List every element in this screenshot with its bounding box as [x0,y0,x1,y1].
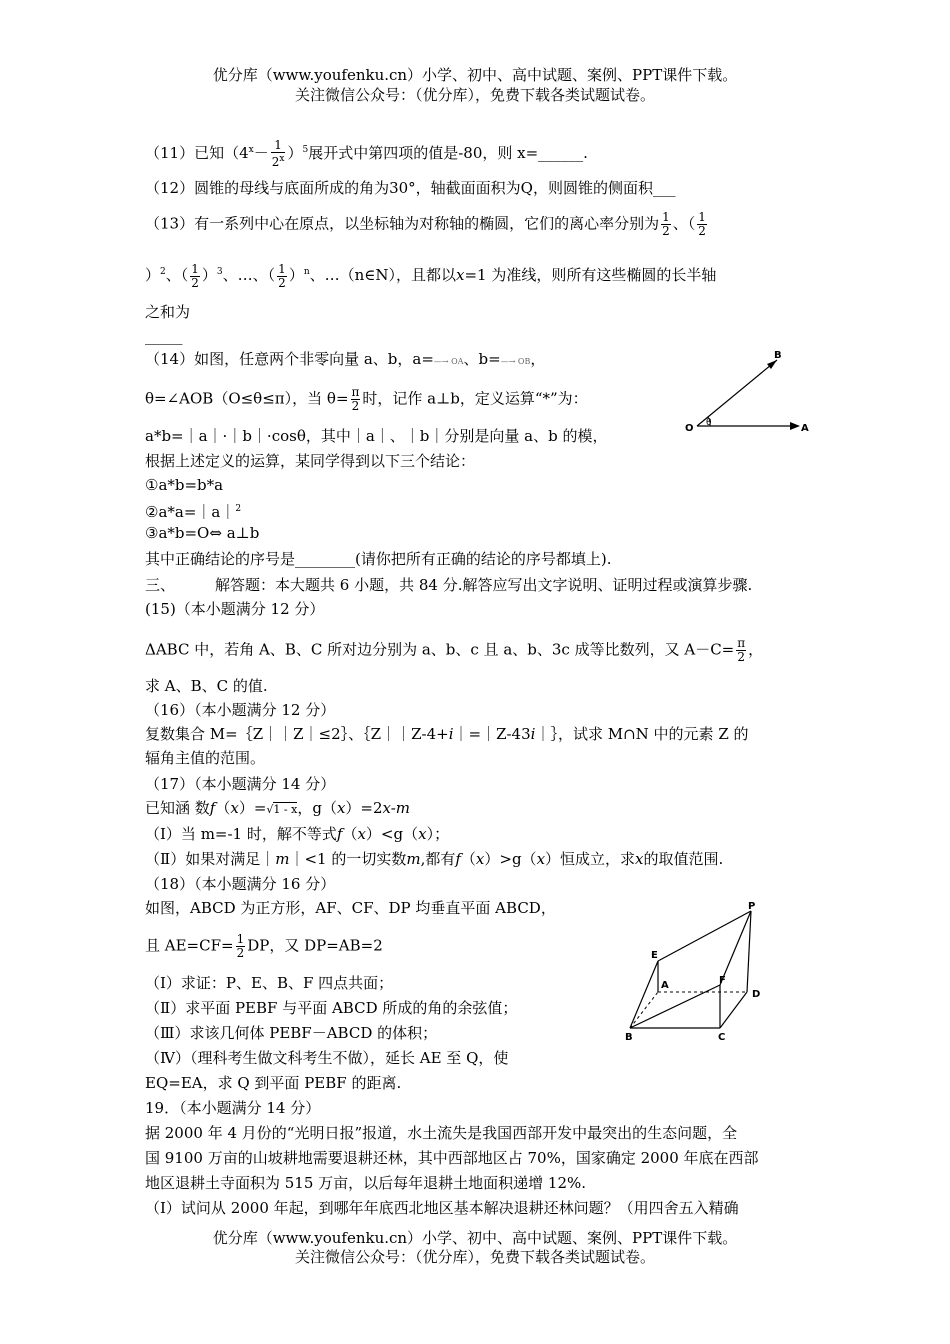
page-header-line2: 关注微信公众号：（优分库），免费下载各类试题试卷。 [294,86,655,104]
label-b: B [625,1032,633,1043]
label-f: F [719,975,726,986]
question-13-line3: 之和为 [145,303,191,321]
arrowhead-a [790,422,800,430]
vector-ob: —→ OB [500,357,531,366]
page-footer-line2: 关注微信公众号：（优分库），免费下载各类试题试卷。 [294,1248,655,1266]
question-13-line1: （13）有一系列中心在原点，以坐标轴为对称轴的椭圆，它们的离心率分别为 $\frac{1}{2}$ 、（ $\frac{1}{2}$ [145,210,706,238]
question-14-line5: 其中正确结论的序号是________(请你把所有正确的结论的序号都填上). [145,550,612,568]
question-18-line2: 且 AE=CF= $\frac{1}{2}$ DP，又 DP=AB=2 [145,932,383,960]
answer-blank: ________ [295,550,356,568]
label-a: A [661,980,669,991]
question-17-line1: 已知涵 数f（x）=√1 - x，g（x）=2x-m [145,799,411,817]
question-18-title: （18）（本小题满分 16 分） [145,875,336,893]
question-16-line2: 辐角主值的范围。 [145,749,266,767]
question-18-part-iv-cont: EQ=EA，求 Q 到平面 PEBF 的距离. [145,1074,402,1092]
polyhedron-figure [615,898,775,1046]
label-p: P [748,901,756,912]
question-12: （12）圆锥的母线与底面所成的角为30°，轴截面面积为Q，则圆锥的侧面积___ [145,179,676,197]
label-a: A [801,423,809,434]
radicand: 1 - x [273,803,298,816]
label-theta: θ [706,418,712,428]
question-19-line3: 地区退耕土寺面积为 515 万亩，以后每年退耕土地面积递增 12%. [145,1174,587,1192]
question-17-title: （17）（本小题满分 14 分） [145,775,336,793]
fraction: $\frac{1}{2}$ [236,932,245,960]
question-14-line2: θ=∠AOB（O≤θ≤π），当 θ= $\frac{\pi}{2}$ 时，记作 a⊥b，定义运算“*”为： [145,385,588,413]
fraction: $\frac{1}{2}$ [278,261,286,290]
answer-blank: ___ [652,179,676,197]
label-b: B [774,350,782,361]
page-footer-line1: 优分库（www.youfenku.cn）小学、初中、高中试题、案例、PPT课件下载。 [212,1229,738,1247]
conclusion-1: ①a*b=b*a [145,476,224,494]
question-19-part-i: （Ⅰ）试问从 2000 年起，到哪年年底西北地区基本解决退耕还林问题？（用四舍五入精确 [145,1199,739,1217]
label-d: D [752,989,761,1000]
answer-blank: _____ [145,327,183,345]
question-13-line2: ）$^2$、（ $\frac{1}{2}$ ）$^3$、…、（ $\frac{1}{2}$ ）$^n$、…（n∈N），且都以x=1 为准线，则所有这些椭圆的长半轴 [145,261,717,290]
vector-ob-line [697,360,777,426]
label-e: E [651,950,658,961]
fraction: $\frac{\pi}{2}$ [737,636,746,664]
fraction: $\frac{1}{2^x}$ [271,138,285,169]
question-17-part-ii: （Ⅱ）如果对满足｜m｜<1 的一切实数m,都有f（x）>g（x）恒成立，求x的取值范围. [145,850,724,868]
question-16-title: （16）（本小题满分 12 分） [145,701,336,719]
vector-oa: —→ OA [433,357,464,366]
question-16-line1: 复数集合 M=｛Z｜｜Z｜≤2｝、｛Z｜｜Z-4+i｜=｜Z-43i｜｝，试求 M∩N 中的元素 Z 的 [145,725,749,743]
answer-blank: ______ [538,144,584,162]
question-17-part-i: （Ⅰ）当 m=-1 时，解不等式f（x）<g（x）； [145,825,450,843]
question-15-line1: ΔABC 中，若角 A、B、C 所对边分别为 a、b、c 且 a、b、3c 成等比数列，又 A－C= $\frac{\pi}{2}$ ， [145,636,764,664]
question-18-line1: 如图，ABCD 为正方形，AF、CF、DP 均垂直平面 ABCD， [145,899,556,917]
label-c: C [718,1032,726,1043]
question-15-line2: 求 A、B、C 的值. [145,677,268,695]
question-14-line1: （14）如图，任意两个非零向量 a、b，a=—→ OA、b=—→ OB， [145,350,546,368]
fraction: $\frac{1}{2}$ [191,261,199,290]
question-19-line2: 国 9100 万亩的山坡耕地需要退耕还林，其中西部地区占 70%，国家确定 2000 年底在西部 [145,1149,759,1167]
fraction: $\frac{1}{2}$ [698,210,706,238]
question-19-title: 19．（本小题满分 14 分） [145,1099,321,1117]
question-18-part-i: （Ⅰ）求证：P、E、B、F 四点共面； [145,974,394,992]
question-18-part-iii: （Ⅲ）求该几何体 PEBF－ABCD 的体积； [145,1024,438,1042]
question-15-title: (15)（本小题满分 12 分） [145,600,325,618]
question-18-part-iv: （Ⅳ）（理科考生做文科考生不做），延长 AE 至 Q，使 [145,1049,509,1067]
vector-angle-figure [680,345,810,440]
question-11: （11）已知（$4^x-$ $\frac{1}{2^x}$ ）$^5$展开式中第四项的值是-80，则 x=______. [145,138,588,169]
label-o: O [685,423,694,434]
fraction: $\frac{1}{2}$ [662,210,670,238]
question-18-part-ii: （Ⅱ）求平面 PEBF 与平面 ABCD 所成的角的余弦值； [145,999,518,1017]
question-14-line3: a*b=｜a｜·｜b｜·cosθ，其中｜a｜、｜b｜分别是向量 a、b 的模， [145,427,608,445]
fraction: $\frac{\pi}{2}$ [351,385,360,413]
section-3-heading: 三、 解答题：本大题共 6 小题，共 84 分.解答应写出文字说明、证明过程或演算步骤. [145,576,753,594]
conclusion-2: ②a*a=｜a｜$^2$ [145,503,242,521]
conclusion-3: ③a*b=O⇔ a⊥b [145,524,260,542]
question-19-line1: 据 2000 年 4 月份的“光明日报”报道，水土流失是我国西部开发中最突出的生态问题，全 [145,1124,738,1142]
page-header-line1: 优分库（www.youfenku.cn）小学、初中、高中试题、案例、PPT课件下载。 [212,66,738,84]
question-14-line4: 根据上述定义的运算，某同学得到以下三个结论： [145,452,476,470]
